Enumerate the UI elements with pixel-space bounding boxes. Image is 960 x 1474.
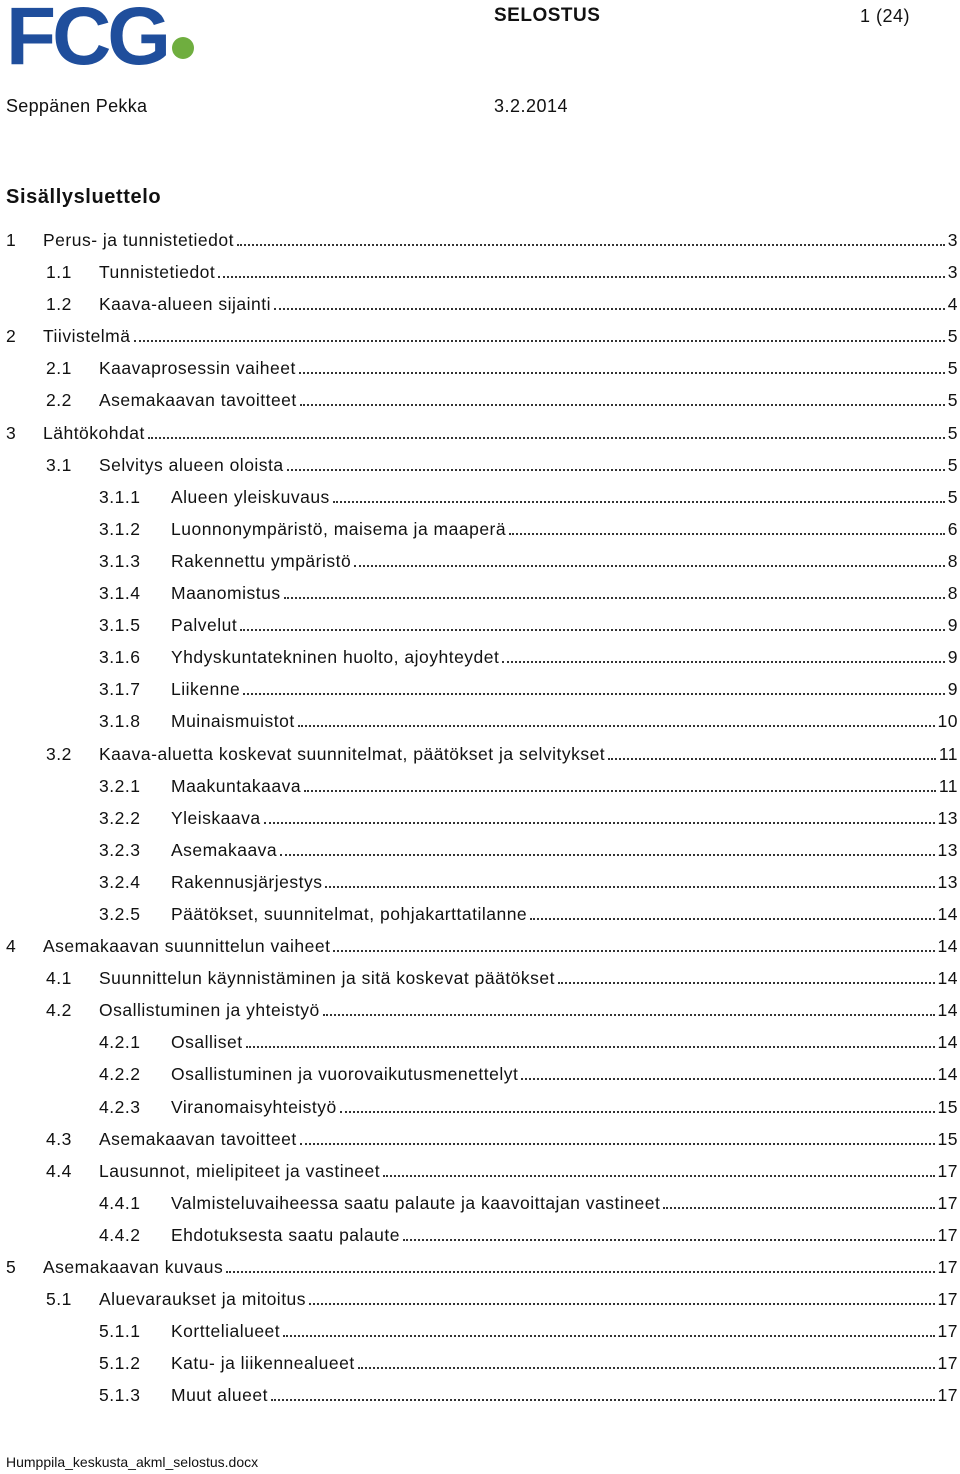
toc-entry-number: 4.2.2 [99,1064,141,1085]
toc-entry-number: 4.2.1 [99,1032,141,1053]
toc-entry-title: Korttelialueet [171,1321,281,1342]
toc-entry-number: 2 [6,326,17,347]
toc-entry[interactable] [0,805,960,837]
toc-entry-number: 1.2 [46,294,72,315]
toc-entry-title: Aluevaraukset ja mitoitus [99,1289,307,1310]
dot-leader [608,757,936,760]
dot-leader [134,339,945,342]
toc-entry[interactable] [0,387,960,419]
toc-entry[interactable] [0,355,960,387]
dot-leader [403,1238,935,1241]
toc-entry-title: Yhdyskuntatekninen huolto, ajoyhteydet [171,647,500,668]
toc-entry-title: Osalliset [171,1032,243,1053]
toc-entry[interactable] [0,1382,960,1414]
dot-leader [309,1302,934,1305]
toc-entry-number: 5.1.2 [99,1353,141,1374]
dot-leader [323,1013,935,1016]
toc-entry[interactable] [0,837,960,869]
toc-entry-number: 3.1.6 [99,647,141,668]
toc-entry-title: Alueen yleiskuvaus [171,486,330,507]
toc-entry[interactable] [0,901,960,933]
dot-leader [300,1142,935,1145]
toc-entry-number: 2.1 [46,358,72,379]
toc-entry-page: 15 [937,1096,958,1117]
page-number: 1 (24) [860,6,911,26]
dot-leader [280,853,934,856]
toc-entry[interactable] [0,1061,960,1093]
toc-entry-title: Asemakaavan kuvaus [43,1257,224,1277]
toc-entry-title: Suunnittelun käynnistäminen ja sitä koskevat päätökset [99,968,556,989]
toc-entry-title: Lausunnot, mielipiteet ja vastineet [99,1160,381,1181]
toc-entry-page: 13 [937,839,958,860]
toc-entry-page: 15 [937,1128,958,1149]
toc-entry-page: 14 [937,1032,958,1053]
toc-entry[interactable] [0,869,960,901]
toc-entry-page: 17 [937,1192,958,1213]
toc-entry-page: 13 [937,807,958,828]
toc-entry[interactable] [0,420,960,452]
toc-entry[interactable] [0,452,960,484]
toc-entry-page: 5 [947,486,958,507]
dot-leader [226,1270,934,1273]
toc-entry-page: 13 [937,871,958,892]
toc-entry-title: Osallistuminen ja vuorovaikutusmenettelyt [171,1064,519,1085]
toc-entry-page: 10 [937,711,958,732]
dot-leader [502,660,944,663]
logo-dot [172,37,194,59]
toc-entry[interactable] [0,1094,960,1126]
toc-entry-number: 3.2.4 [99,871,141,892]
toc-entry[interactable] [0,1029,960,1061]
fcg-logo [6,2,196,68]
toc-entry[interactable] [0,676,960,708]
toc-entry-page: 9 [947,615,958,636]
dot-leader [558,981,935,984]
dot-leader [264,821,935,824]
toc-entry[interactable] [0,1222,960,1254]
toc-entry-page: 3 [947,262,958,283]
footer-filename: Humppila_keskusta_akml_selostus.docx [6,1454,259,1470]
toc-entry[interactable] [0,323,960,355]
toc-entry-number: 3.2.3 [99,839,141,860]
toc-entry[interactable] [0,1158,960,1190]
toc-entry-page: 14 [937,1000,958,1021]
toc-entry-title: Palvelut [171,615,238,636]
toc-entry-number: 3.2.5 [99,903,141,924]
toc-entry-number: 4.2 [46,1000,72,1021]
toc-entry-page: 14 [937,903,958,924]
toc-entry-number: 4 [6,936,17,957]
toc-entry[interactable] [0,1254,960,1286]
dot-leader [340,1110,935,1113]
toc-entry-page: 5 [947,358,958,379]
toc-entry-page: 11 [938,775,958,796]
dot-leader [243,692,945,695]
toc-entry-title: Kaava-alueen sijainti [99,294,271,315]
toc-entry-number: 1.1 [46,262,72,283]
toc-entry-number: 3.1.5 [99,615,141,636]
toc-entry-title: Muut alueet [171,1385,268,1406]
toc-entry[interactable] [0,965,960,997]
toc-entry-page: 17 [937,1353,958,1374]
toc-entry-page: 17 [937,1289,958,1310]
toc-entry-title: Yleiskaava [171,807,261,828]
toc-entry-title: Osallistuminen ja yhteistyö [99,1000,320,1021]
toc-entry-page: 5 [947,422,958,443]
toc-entry[interactable] [0,227,960,259]
toc-entry-title: Päätökset, suunnitelmat, pohjakarttatilanne [171,903,528,924]
toc-entry-page: 17 [937,1385,958,1406]
toc-entry-number: 1 [6,230,17,250]
toc-entry-page: 5 [947,454,958,475]
toc-entry-page: 11 [938,743,958,764]
dot-leader [358,1366,935,1369]
toc-entry-title: Katu- ja liikennealueet [171,1353,355,1374]
dot-leader [663,1206,934,1209]
toc-entry-number: 3.1.1 [99,486,141,507]
dot-leader [299,371,945,374]
dot-leader [300,403,945,406]
toc-entry[interactable] [0,484,960,516]
toc-entry-page: 9 [947,679,958,700]
dot-leader [530,917,934,920]
toc-entry-page: 8 [947,583,958,604]
toc-entry-number: 4.1 [46,968,72,989]
toc-entry-number: 4.4.2 [99,1224,141,1245]
toc-entry-title: Asemakaavan tavoitteet [99,1128,297,1149]
dot-leader [274,307,945,310]
dot-leader [298,724,935,727]
toc-entry-page: 17 [937,1160,958,1181]
toc-entry-title: Maakuntakaava [171,775,302,796]
toc-entry-number: 3.1 [46,454,72,475]
toc-entry-number: 5.1 [46,1289,72,1310]
toc-entry-page: 5 [947,390,958,411]
toc-entry-title: Viranomaisyhteistyö [171,1096,337,1117]
toc-entry[interactable] [0,580,960,612]
toc-entry-page: 9 [947,647,958,668]
toc-entry-title: Tunnistetiedot [99,262,216,283]
toc-entry[interactable] [0,548,960,580]
toc-entry-page: 14 [937,1064,958,1085]
dot-leader [284,596,945,599]
toc-entry[interactable] [0,612,960,644]
toc-entry-title: Kaavaprosessin vaiheet [99,358,296,379]
toc-entry-title: Selvitys alueen oloista [99,454,284,475]
toc-entry-page: 17 [937,1224,958,1245]
toc-entry-number: 5 [6,1257,17,1277]
toc-entry-title: Asemakaava [171,839,278,860]
toc-entry-number: 2.2 [46,390,72,411]
toc-entry[interactable] [0,1286,960,1318]
toc-entry-title: Lähtökohdat [43,422,145,443]
dot-leader [354,564,945,567]
toc-entry[interactable] [0,1190,960,1222]
toc-entry-title: Perus- ja tunnistetiedot [43,230,234,250]
dot-leader [333,949,934,952]
toc-entry-page: 17 [937,1321,958,1342]
toc-entry-title: Asemakaavan suunnittelun vaiheet [43,936,331,957]
logo-text: FCG [6,2,168,68]
dot-leader [521,1077,934,1080]
toc-entry-number: 3.1.2 [99,518,141,539]
toc-entry-number: 3.1.4 [99,583,141,604]
toc-entry-page: 5 [947,326,958,347]
dot-leader [333,500,945,503]
toc-entry-number: 3.1.8 [99,711,141,732]
toc-entry-page: 8 [947,550,958,571]
dot-leader [325,885,934,888]
toc-entry[interactable] [0,741,960,773]
dot-leader [237,243,945,246]
toc-entry-title: Tiivistelmä [43,326,131,347]
dot-leader [218,275,944,278]
toc-entry-title: Maanomistus [171,583,281,604]
toc-entry-title: Luonnonympäristö, maisema ja maaperä [171,518,507,539]
toc-entry[interactable] [0,1318,960,1350]
dot-leader [383,1174,934,1177]
toc-entry-page: 6 [947,518,958,539]
dot-leader [246,1045,935,1048]
toc-entry-title: Ehdotuksesta saatu palaute [171,1224,400,1245]
dot-leader [287,468,945,471]
toc-entry-title: Rakennusjärjestys [171,871,323,892]
table-of-contents [0,227,960,1414]
toc-entry-page: 17 [937,1257,958,1277]
toc-entry[interactable] [0,516,960,548]
toc-entry-number: 5.1.3 [99,1385,141,1406]
toc-entry-number: 4.4 [46,1160,72,1181]
toc-entry-number: 3.2.2 [99,807,141,828]
toc-entry-number: 3 [6,422,17,443]
dot-leader [240,628,945,631]
toc-entry-number: 5.1.1 [99,1321,141,1342]
toc-entry[interactable] [0,291,960,323]
toc-entry-title: Muinaismuistot [171,711,295,732]
toc-entry-number: 3.2.1 [99,775,141,796]
author: Seppänen Pekka [6,96,148,116]
toc-entry[interactable] [0,1126,960,1158]
toc-entry[interactable] [0,259,960,291]
dot-leader [304,789,936,792]
toc-entry[interactable] [0,997,960,1029]
toc-entry[interactable] [0,933,960,965]
toc-entry-title: Asemakaavan tavoitteet [99,390,297,411]
dot-leader [148,436,945,439]
toc-entry-number: 4.4.1 [99,1192,141,1213]
toc-entry-number: 4.2.3 [99,1096,141,1117]
dot-leader [283,1334,934,1337]
toc-entry-number: 4.3 [46,1128,72,1149]
toc-entry-number: 3.1.7 [99,679,141,700]
toc-title: Sisällysluettelo [6,186,162,208]
dot-leader [509,532,945,535]
toc-entry-page: 14 [937,968,958,989]
toc-entry[interactable] [0,644,960,676]
toc-entry-title: Liikenne [171,679,241,700]
toc-entry-page: 4 [947,294,958,315]
document-type: SELOSTUS [494,5,601,26]
toc-entry-title: Valmisteluvaiheessa saatu palaute ja kaavoittajan vastineet [171,1192,661,1213]
toc-entry[interactable] [0,1350,960,1382]
toc-entry[interactable] [0,708,960,740]
toc-entry-title: Rakennettu ympäristö [171,550,352,571]
toc-entry-page: 3 [947,230,958,250]
toc-entry-number: 3.1.3 [99,550,141,571]
toc-entry[interactable] [0,773,960,805]
document-date: 3.2.2014 [494,96,569,116]
dot-leader [271,1398,935,1401]
toc-entry-page: 14 [937,936,958,957]
toc-entry-number: 3.2 [46,743,72,764]
toc-entry-title: Kaava-aluetta koskevat suunnitelmat, päätökset ja selvitykset [99,743,606,764]
